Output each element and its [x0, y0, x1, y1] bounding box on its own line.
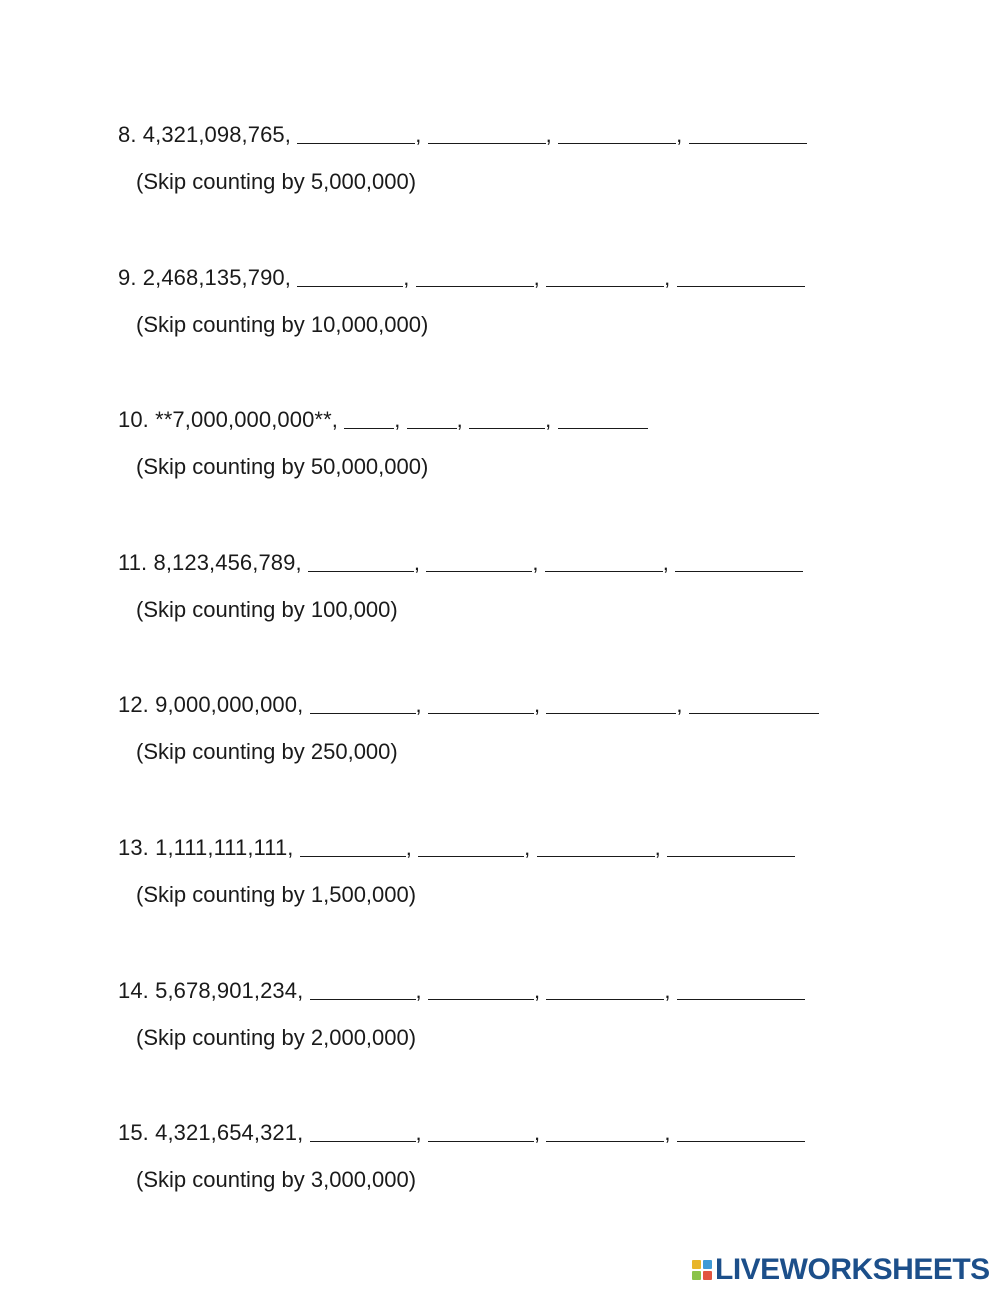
answer-input[interactable] [469, 405, 545, 427]
problem-line: 11. 8,123,456,789, , , , [118, 550, 918, 576]
problem-number: 11. [118, 550, 148, 575]
answer-blank-1[interactable] [310, 978, 416, 998]
problem-line: 8. 4,321,098,765, , , , [118, 122, 918, 148]
skip-count-hint: (Skip counting by 100,000) [136, 597, 398, 622]
problem-13 [118, 835, 918, 908]
answer-input[interactable] [689, 120, 807, 142]
problem-line: 14. 5,678,901,234, , , , [118, 978, 918, 1004]
problem-number: 8. [118, 122, 137, 147]
problem-number: 12. [118, 692, 149, 717]
answer-input[interactable] [407, 405, 457, 427]
answer-input[interactable] [546, 1118, 664, 1140]
answer-blank-2[interactable] [428, 1120, 534, 1140]
skip-count-hint: (Skip counting by 50,000,000) [136, 454, 429, 479]
answer-input[interactable] [310, 1118, 416, 1140]
answer-blank-3[interactable] [546, 692, 676, 712]
answer-blank-4[interactable] [689, 692, 819, 712]
logo-text: LIVEWORKSHEETS [715, 1253, 990, 1286]
answer-blank-4[interactable] [675, 550, 803, 570]
answer-input[interactable] [546, 263, 664, 285]
answer-input[interactable] [677, 976, 805, 998]
skip-count-hint: (Skip counting by 3,000,000) [136, 1167, 417, 1192]
problem-number: 10. [118, 407, 149, 432]
problem-9 [118, 265, 918, 338]
problem-number: 9. [118, 265, 137, 290]
answer-blank-2[interactable] [407, 407, 457, 427]
logo-block [703, 1260, 712, 1269]
start-number: 1,111,111,111, [155, 835, 294, 860]
answer-blank-4[interactable] [677, 978, 805, 998]
skip-count-hint: (Skip counting by 5,000,000) [136, 169, 417, 194]
start-number: 2,468,135,790, [142, 265, 291, 290]
start-number: 9,000,000,000, [155, 692, 304, 717]
problem-11 [118, 550, 918, 623]
answer-blank-3[interactable] [546, 978, 664, 998]
start-number: **7,000,000,000**, [155, 407, 338, 432]
answer-input[interactable] [418, 833, 524, 855]
answer-blank-3[interactable] [469, 407, 545, 427]
logo-block [692, 1260, 701, 1269]
answer-input[interactable] [546, 690, 676, 712]
answer-input[interactable] [428, 1118, 534, 1140]
problem-8 [118, 122, 918, 195]
answer-blank-1[interactable] [310, 692, 416, 712]
answer-input[interactable] [297, 263, 403, 285]
problem-line: 15. 4,321,654,321, , , , [118, 1120, 918, 1146]
answer-blank-1[interactable] [310, 1120, 416, 1140]
answer-input[interactable] [416, 263, 534, 285]
skip-count-hint: (Skip counting by 250,000) [136, 739, 398, 764]
answer-input[interactable] [667, 833, 795, 855]
answer-input[interactable] [677, 263, 805, 285]
answer-blank-4[interactable] [667, 835, 795, 855]
liveworksheets-logo [692, 1255, 990, 1285]
answer-blank-1[interactable] [300, 835, 406, 855]
answer-blank-4[interactable] [677, 1120, 805, 1140]
problem-number: 13. [118, 835, 149, 860]
answer-input[interactable] [689, 690, 819, 712]
answer-input[interactable] [675, 548, 803, 570]
answer-input[interactable] [428, 976, 534, 998]
answer-input[interactable] [297, 120, 415, 142]
problem-line: 9. 2,468,135,790, , , , [118, 265, 918, 291]
logo-block [703, 1271, 712, 1280]
problem-10 [118, 407, 918, 480]
answer-input[interactable] [428, 690, 534, 712]
answer-input[interactable] [426, 548, 532, 570]
answer-input[interactable] [545, 548, 663, 570]
start-number: 4,321,654,321, [155, 1120, 304, 1145]
answer-blank-4[interactable] [677, 265, 805, 285]
answer-blank-2[interactable] [428, 122, 546, 142]
answer-blank-3[interactable] [546, 1120, 664, 1140]
answer-input[interactable] [558, 405, 648, 427]
answer-input[interactable] [344, 405, 394, 427]
answer-blank-1[interactable] [297, 265, 403, 285]
answer-blank-3[interactable] [537, 835, 655, 855]
answer-input[interactable] [428, 120, 546, 142]
problem-number: 15. [118, 1120, 149, 1145]
answer-input[interactable] [537, 833, 655, 855]
start-number: 5,678,901,234, [155, 978, 304, 1003]
problem-line: 12. 9,000,000,000, , , , [118, 692, 918, 718]
problem-15 [118, 1120, 918, 1193]
answer-blank-2[interactable] [418, 835, 524, 855]
problem-number: 14. [118, 978, 149, 1003]
problem-12 [118, 692, 918, 765]
answer-blank-2[interactable] [416, 265, 534, 285]
answer-blank-4[interactable] [689, 122, 807, 142]
answer-blank-3[interactable] [546, 265, 664, 285]
answer-blank-1[interactable] [308, 550, 414, 570]
start-number: 4,321,098,765, [142, 122, 291, 147]
answer-blank-1[interactable] [297, 122, 415, 142]
skip-count-hint: (Skip counting by 10,000,000) [136, 312, 429, 337]
answer-input[interactable] [308, 548, 414, 570]
answer-input[interactable] [558, 120, 676, 142]
problem-line: 10. **7,000,000,000**, , , , [118, 407, 918, 433]
liveworksheets-blocks-icon [692, 1260, 712, 1280]
problem-line: 13. 1,111,111,111, , , , [118, 835, 918, 861]
answer-input[interactable] [300, 833, 406, 855]
answer-input[interactable] [310, 976, 416, 998]
answer-blank-2[interactable] [428, 978, 534, 998]
skip-count-hint: (Skip counting by 1,500,000) [136, 882, 417, 907]
answer-input[interactable] [546, 976, 664, 998]
logo-block [692, 1271, 701, 1280]
start-number: 8,123,456,789, [153, 550, 302, 575]
answer-blank-2[interactable] [426, 550, 532, 570]
answer-input[interactable] [677, 1118, 805, 1140]
answer-blank-4[interactable] [558, 407, 648, 427]
answer-blank-1[interactable] [344, 407, 394, 427]
problem-14 [118, 978, 918, 1051]
answer-input[interactable] [310, 690, 416, 712]
answer-blank-3[interactable] [558, 122, 676, 142]
answer-blank-3[interactable] [545, 550, 663, 570]
skip-count-hint: (Skip counting by 2,000,000) [136, 1025, 417, 1050]
answer-blank-2[interactable] [428, 692, 534, 712]
